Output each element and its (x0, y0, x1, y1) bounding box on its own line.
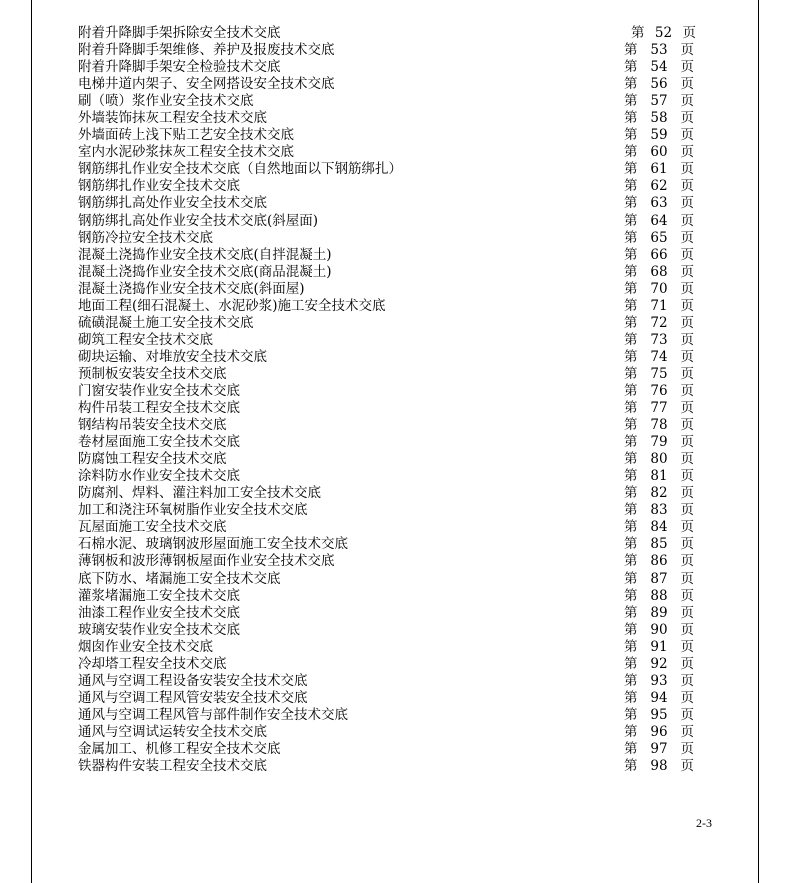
page-suffix: 页 (680, 229, 694, 246)
page-suffix: 页 (680, 723, 694, 740)
page-prefix: 第 (624, 485, 638, 502)
page-prefix: 第 (624, 689, 638, 706)
page-number-value: 80 (650, 451, 668, 468)
toc-entry-page (624, 76, 694, 93)
toc-entry-title: 电梯井道内架子、安全网搭设安全技术交底 (78, 76, 335, 93)
page-number-value: 77 (650, 400, 668, 417)
page-suffix: 页 (680, 42, 694, 59)
page-prefix: 第 (624, 604, 638, 621)
toc-entry-page (624, 144, 694, 161)
page-number-value: 85 (650, 536, 668, 553)
page-prefix: 第 (624, 706, 638, 723)
page-number-value: 71 (650, 297, 668, 314)
page-prefix: 第 (624, 723, 638, 740)
toc-entry-page (624, 281, 694, 298)
page-number-value: 54 (650, 59, 668, 76)
toc-entry (78, 59, 698, 76)
page-prefix: 第 (624, 587, 638, 604)
page-number-value: 65 (650, 229, 668, 246)
page-prefix: 第 (624, 400, 638, 417)
page-number-value: 66 (650, 246, 668, 263)
page-suffix: 页 (680, 76, 694, 93)
toc-entry-title: 附着升降脚手架拆除安全技术交底 (78, 25, 281, 41)
toc-entry-page (624, 451, 694, 468)
page-number: 2-3 (696, 816, 712, 830)
page-number-value: 53 (650, 42, 668, 59)
page-suffix: 页 (680, 59, 694, 76)
page-suffix: 页 (680, 672, 694, 689)
page-number-value: 86 (650, 553, 668, 570)
page-prefix: 第 (624, 178, 638, 195)
toc-entry (78, 485, 698, 502)
page-suffix: 页 (680, 485, 694, 502)
toc-entry-page (624, 536, 694, 553)
page-suffix: 页 (680, 758, 694, 775)
page-prefix: 第 (624, 434, 638, 451)
toc-entry (78, 247, 698, 264)
page-number-value: 59 (650, 127, 668, 144)
page-suffix: 页 (680, 382, 694, 399)
page-suffix: 页 (680, 655, 694, 672)
page-suffix: 页 (680, 314, 694, 331)
page-prefix: 第 (624, 365, 638, 382)
page-suffix: 页 (680, 280, 694, 297)
toc-entry-page (624, 519, 694, 536)
page-suffix: 页 (680, 297, 694, 314)
toc-entry-title: 加工和浇注环氧树脂作业安全技术交底 (78, 502, 308, 519)
toc-entry-page (624, 571, 694, 588)
page-prefix: 第 (624, 655, 638, 672)
page-right-border (758, 0, 759, 883)
page-prefix: 第 (624, 110, 638, 127)
toc-entry (78, 144, 698, 161)
page-prefix: 第 (624, 348, 638, 365)
toc-entry-title: 防腐蚀工程安全技术交底 (78, 451, 227, 468)
toc-entry-title: 钢筋绑扎高处作业安全技术交底 (78, 195, 267, 212)
toc-entry-page (624, 588, 694, 605)
toc-entry (78, 230, 698, 247)
toc-entry-page (624, 298, 694, 315)
toc-entry-title: 附着升降脚手架安全检验技术交底 (78, 59, 281, 76)
toc-entry-page (624, 195, 694, 212)
page-number-value: 75 (650, 365, 668, 382)
page-prefix: 第 (624, 553, 638, 570)
page-suffix: 页 (680, 246, 694, 263)
toc-entry (78, 264, 698, 281)
toc-entry (78, 622, 698, 639)
page-number-value: 93 (650, 672, 668, 689)
toc-entry (78, 366, 698, 383)
page-number-value: 52 (654, 25, 673, 41)
toc-entry-page (624, 366, 694, 383)
page-number-value: 98 (650, 758, 668, 775)
toc-entry (78, 656, 698, 673)
toc-entry-page (624, 673, 694, 690)
toc-entry-title: 硫磺混凝土施工安全技术交底 (78, 314, 254, 331)
toc-entry-title: 钢筋冷拉安全技术交底 (78, 229, 213, 246)
toc-entry-title: 通风与空调试运转安全技术交底 (78, 723, 267, 740)
toc-entry-title: 瓦屋面施工安全技术交底 (78, 519, 227, 536)
toc-entry (78, 93, 698, 110)
toc-entry-title: 通风与空调工程风管与部件制作安全技术交底 (78, 706, 348, 723)
page-prefix: 第 (624, 570, 638, 587)
toc-entry-title: 铁器构件安装工程安全技术交底 (78, 758, 267, 775)
toc-entry (78, 758, 698, 775)
page-number-value: 61 (650, 161, 668, 178)
toc-entry-page (624, 656, 694, 673)
toc-entry-title: 通风与空调工程风管安装安全技术交底 (78, 689, 308, 706)
toc-entry-page (624, 417, 694, 434)
toc-entry (78, 76, 698, 93)
page-suffix: 页 (680, 706, 694, 723)
toc-entry-page (624, 127, 694, 144)
toc-entry (78, 434, 698, 451)
page-suffix: 页 (680, 553, 694, 570)
toc-entry (78, 42, 698, 59)
page-prefix: 第 (624, 331, 638, 348)
page-prefix: 第 (624, 314, 638, 331)
toc-entry-page (624, 434, 694, 451)
page-suffix: 页 (680, 638, 694, 655)
toc-entry-title: 附着升降脚手架维修、养护及报废技术交底 (78, 42, 335, 59)
page-suffix: 页 (680, 740, 694, 757)
toc-entry-page (624, 758, 694, 775)
toc-entry (78, 724, 698, 741)
page-suffix: 页 (680, 570, 694, 587)
toc-entry-page (624, 110, 694, 127)
page-number-value: 94 (650, 689, 668, 706)
page-number-value: 97 (650, 740, 668, 757)
page-prefix: 第 (624, 76, 638, 93)
page-suffix: 页 (680, 621, 694, 638)
toc-entry-page (624, 178, 694, 195)
page-number-value: 63 (650, 195, 668, 212)
page-prefix: 第 (624, 246, 638, 263)
page-prefix: 第 (624, 417, 638, 434)
toc-entry-page (624, 707, 694, 724)
toc-entry-title: 预制板安装安全技术交底 (78, 365, 227, 382)
page-prefix: 第 (624, 280, 638, 297)
page-number-value: 60 (650, 144, 668, 161)
toc-entry-title: 钢结构吊装安全技术交底 (78, 417, 227, 434)
toc-entry-title: 底下防水、堵漏施工安全技术交底 (78, 570, 281, 587)
toc-entry (78, 519, 698, 536)
page-prefix: 第 (624, 93, 638, 110)
toc-entry-page (624, 213, 694, 230)
page-number-value: 83 (650, 502, 668, 519)
toc-entry-page (624, 161, 694, 178)
toc-entry (78, 332, 698, 349)
toc-entry-title: 钢筋绑扎作业安全技术交底（自然地面以下钢筋绑扎） (78, 161, 402, 178)
toc-entry-page (624, 332, 694, 349)
page-prefix: 第 (624, 519, 638, 536)
page-suffix: 页 (680, 144, 694, 161)
page-prefix: 第 (624, 536, 638, 553)
toc-entry (78, 451, 698, 468)
page-prefix: 第 (624, 59, 638, 76)
page-prefix: 第 (631, 25, 645, 41)
page-prefix: 第 (624, 758, 638, 775)
toc-entry-page (624, 741, 694, 758)
toc-entry-title: 钢筋绑扎高处作业安全技术交底(斜屋面) (78, 212, 319, 229)
toc-entry (78, 588, 698, 605)
page-suffix: 页 (680, 468, 694, 485)
page-prefix: 第 (624, 297, 638, 314)
toc-entry-page (624, 59, 694, 76)
page-suffix: 页 (680, 263, 694, 280)
page-prefix: 第 (624, 42, 638, 59)
toc-entry-title: 门窗安装作业安全技术交底 (78, 382, 240, 399)
page-number-value: 90 (650, 621, 668, 638)
toc-entry-page (624, 485, 694, 502)
page-suffix: 页 (680, 587, 694, 604)
toc-entry (78, 571, 698, 588)
toc-entry-page (624, 315, 694, 332)
toc-entry-title: 灌浆堵漏施工安全技术交底 (78, 587, 240, 604)
toc-entry (78, 110, 698, 127)
page-number-value: 72 (650, 314, 668, 331)
table-of-contents (78, 25, 698, 775)
page-suffix: 页 (680, 93, 694, 110)
toc-entry (78, 741, 698, 758)
toc-entry (78, 127, 698, 144)
toc-entry (78, 25, 698, 42)
page-prefix: 第 (624, 740, 638, 757)
toc-entry-title: 玻璃安装作业安全技术交底 (78, 621, 240, 638)
page-suffix: 页 (680, 434, 694, 451)
page-number-value: 78 (650, 417, 668, 434)
toc-entry (78, 690, 698, 707)
page-suffix: 页 (682, 25, 696, 41)
toc-entry-title: 涂料防水作业安全技术交底 (78, 468, 240, 485)
toc-entry-page (624, 622, 694, 639)
toc-entry (78, 161, 698, 178)
toc-entry-title: 砌筑工程安全技术交底 (78, 331, 213, 348)
page-number-value: 89 (650, 604, 668, 621)
page-prefix: 第 (624, 263, 638, 280)
page-number-value: 62 (650, 178, 668, 195)
toc-entry-title: 混凝土浇捣作业安全技术交底(商品混凝土) (78, 263, 332, 280)
page-prefix: 第 (624, 212, 638, 229)
toc-entry-page (624, 349, 694, 366)
toc-entry (78, 400, 698, 417)
page-number-value: 56 (650, 76, 668, 93)
toc-entry-page (624, 264, 694, 281)
page-number-value: 68 (650, 263, 668, 280)
page-number-value: 96 (650, 723, 668, 740)
toc-entry-page (624, 42, 694, 59)
page-suffix: 页 (680, 451, 694, 468)
page-number-value: 92 (650, 655, 668, 672)
page-prefix: 第 (624, 127, 638, 144)
page-number-value: 76 (650, 382, 668, 399)
page-suffix: 页 (680, 519, 694, 536)
toc-entry (78, 195, 698, 212)
page-number-value: 84 (650, 519, 668, 536)
toc-entry-page (624, 724, 694, 741)
toc-entry (78, 281, 698, 298)
page-prefix: 第 (624, 621, 638, 638)
page-number-value: 58 (650, 110, 668, 127)
page-number-value: 79 (650, 434, 668, 451)
page-suffix: 页 (680, 348, 694, 365)
page-suffix: 页 (680, 417, 694, 434)
toc-entry (78, 213, 698, 230)
toc-entry-title: 地面工程(细石混凝土、水泥砂浆)施工安全技术交底 (78, 297, 386, 314)
toc-entry (78, 707, 698, 724)
page-suffix: 页 (680, 331, 694, 348)
toc-entry-page (624, 605, 694, 622)
page-number-value: 88 (650, 587, 668, 604)
page-number-value: 73 (650, 331, 668, 348)
toc-entry (78, 605, 698, 622)
toc-entry-page (624, 93, 694, 110)
toc-entry (78, 349, 698, 366)
page-prefix: 第 (624, 144, 638, 161)
toc-entry-page (624, 230, 694, 247)
page-prefix: 第 (624, 638, 638, 655)
toc-entry-title: 砌块运输、对堆放安全技术交底 (78, 348, 267, 365)
toc-entry-title: 烟囱作业安全技术交底 (78, 638, 213, 655)
toc-entry-page (624, 690, 694, 707)
page-prefix: 第 (624, 451, 638, 468)
toc-entry-page (624, 639, 694, 656)
page-suffix: 页 (680, 400, 694, 417)
toc-entry-title: 通风与空调工程设备安装安全技术交底 (78, 672, 308, 689)
page-prefix: 第 (624, 382, 638, 399)
toc-entry-title: 金属加工、机修工程安全技术交底 (78, 740, 281, 757)
page-suffix: 页 (680, 178, 694, 195)
page-suffix: 页 (680, 502, 694, 519)
page-number-value: 87 (650, 570, 668, 587)
toc-entry (78, 536, 698, 553)
toc-entry-title: 冷却塔工程安全技术交底 (78, 655, 227, 672)
toc-entry-page (624, 553, 694, 570)
toc-entry-title: 石棉水泥、玻璃钢波形屋面施工安全技术交底 (78, 536, 348, 553)
page-prefix: 第 (624, 161, 638, 178)
toc-entry-title: 室内水泥砂浆抹灰工程安全技术交底 (78, 144, 294, 161)
page-number-value: 95 (650, 706, 668, 723)
page-prefix: 第 (624, 195, 638, 212)
toc-entry-title: 混凝土浇捣作业安全技术交底(斜面屋) (78, 280, 305, 297)
toc-entry (78, 315, 698, 332)
toc-entry (78, 639, 698, 656)
toc-entry-title: 混凝土浇捣作业安全技术交底(自拌混凝土) (78, 246, 332, 263)
page-number-value: 64 (650, 212, 668, 229)
toc-entry-title: 构件吊装工程安全技术交底 (78, 400, 240, 417)
page-suffix: 页 (680, 110, 694, 127)
page-number-value: 82 (650, 485, 668, 502)
page-suffix: 页 (680, 161, 694, 178)
page-number-value: 91 (650, 638, 668, 655)
toc-entry-page (624, 400, 694, 417)
toc-entry-page (624, 247, 694, 264)
page-left-border (31, 0, 32, 883)
toc-entry (78, 468, 698, 485)
page-number-value: 74 (650, 348, 668, 365)
toc-entry-page (631, 25, 696, 42)
toc-entry-title: 外墙面砖上浅下贴工艺安全技术交底 (78, 127, 294, 144)
page-prefix: 第 (624, 468, 638, 485)
toc-entry (78, 178, 698, 195)
page-number-value: 57 (650, 93, 668, 110)
toc-entry (78, 673, 698, 690)
toc-entry (78, 383, 698, 400)
toc-entry-title: 刷（喷）浆作业安全技术交底 (78, 93, 254, 110)
page-suffix: 页 (680, 365, 694, 382)
page-suffix: 页 (680, 689, 694, 706)
toc-entry-page (624, 502, 694, 519)
page-prefix: 第 (624, 229, 638, 246)
page-suffix: 页 (680, 195, 694, 212)
page-suffix: 页 (680, 536, 694, 553)
toc-entry-title: 防腐剂、焊料、灌注料加工安全技术交底 (78, 485, 321, 502)
page-prefix: 第 (624, 502, 638, 519)
toc-entry (78, 417, 698, 434)
page-suffix: 页 (680, 212, 694, 229)
page-number-value: 81 (650, 468, 668, 485)
toc-entry-page (624, 383, 694, 400)
page-prefix: 第 (624, 672, 638, 689)
toc-entry-page (624, 468, 694, 485)
toc-entry-title: 薄钢板和波形薄钢板屋面作业安全技术交底 (78, 553, 335, 570)
toc-entry-title: 卷材屋面施工安全技术交底 (78, 434, 240, 451)
page-suffix: 页 (680, 604, 694, 621)
toc-entry-title: 外墙装饰抹灰工程安全技术交底 (78, 110, 267, 127)
toc-entry (78, 298, 698, 315)
toc-entry (78, 502, 698, 519)
toc-entry-title: 钢筋绑扎作业安全技术交底 (78, 178, 240, 195)
toc-entry (78, 553, 698, 570)
page-number-value: 70 (650, 280, 668, 297)
toc-entry-title: 油漆工程作业安全技术交底 (78, 604, 240, 621)
page-suffix: 页 (680, 127, 694, 144)
